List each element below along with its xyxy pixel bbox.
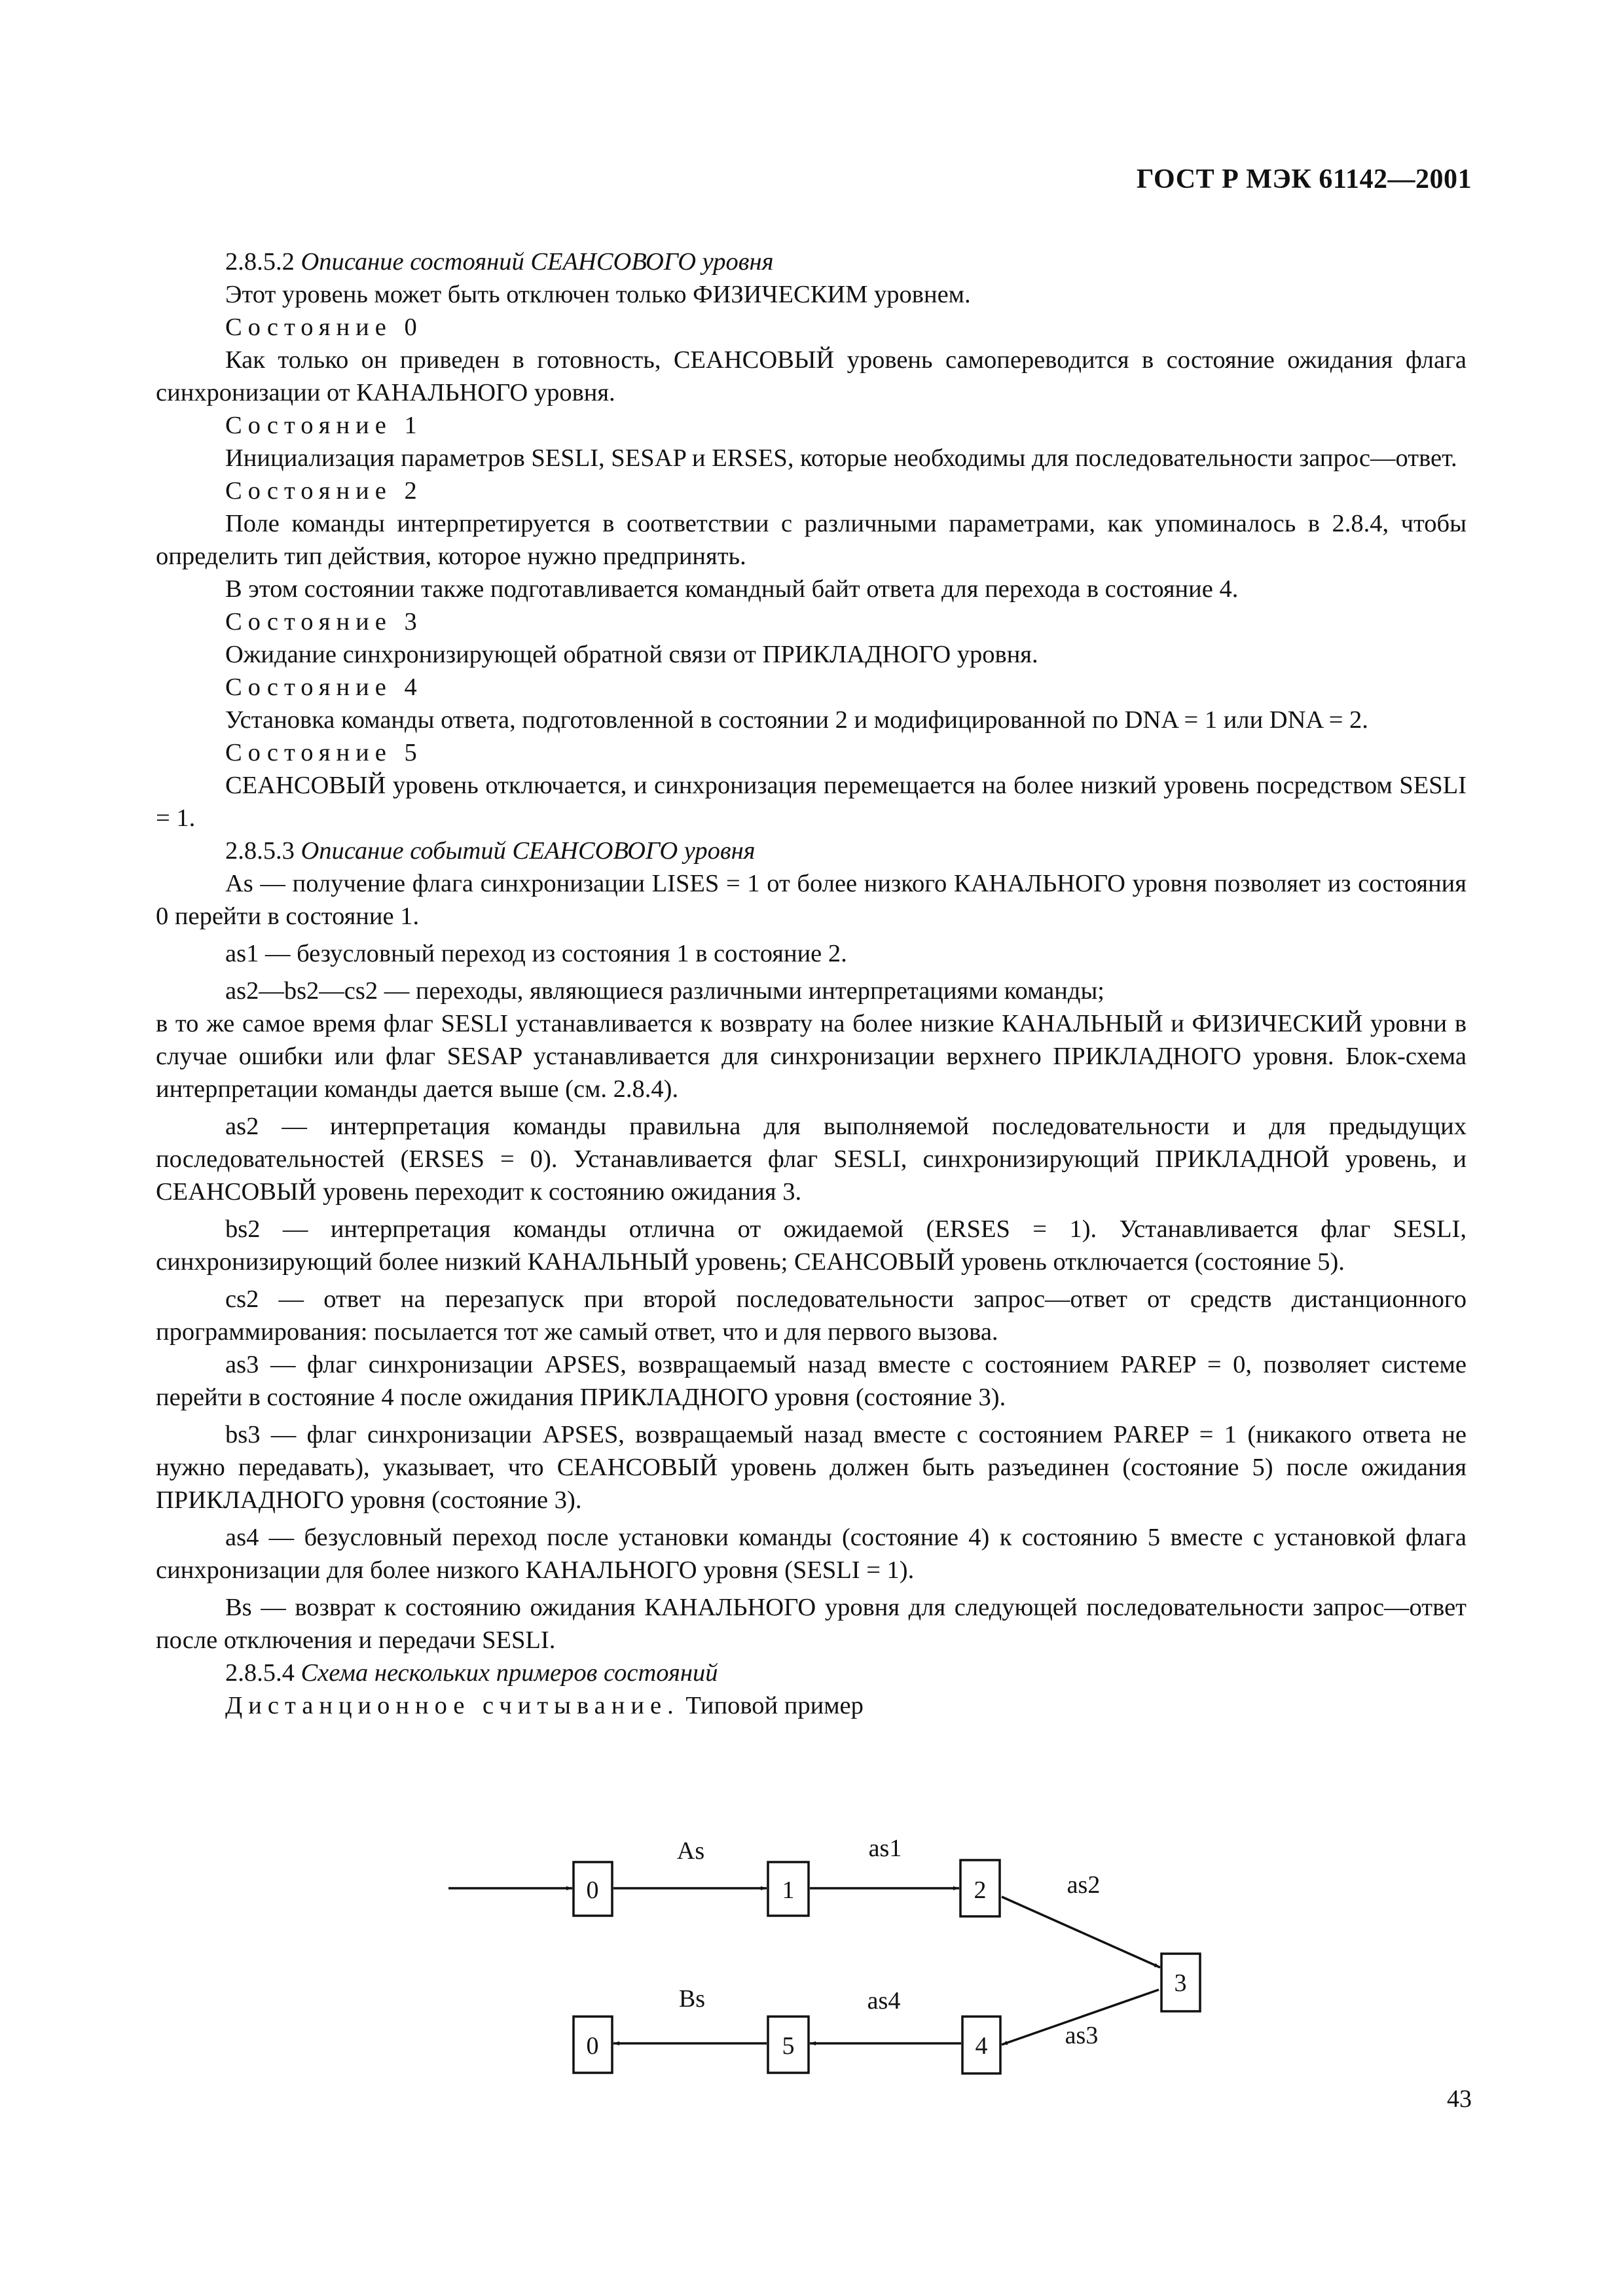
caption-rest: Типовой пример: [685, 1692, 864, 1719]
section-title: Описание событий СЕАНСОВОГО уровня: [301, 837, 756, 865]
state-label-4: Состояние 4: [225, 673, 423, 701]
state-text-1: Инициализация параметров SESLI, SESAP и ERSES, которые необходимы для последовательности запрос—ответ.: [225, 444, 1457, 472]
state-text-2b: В этом состоянии также подготавливается командный байт ответа для перехода в состояние 4.: [225, 575, 1239, 603]
section-heading-2854: [156, 1657, 1467, 1689]
diagram-caption: [156, 1689, 1467, 1722]
event-cs2: cs2 — ответ на перезапуск при второй последовательности запрос—ответ от средств дистанционного программирования: посылается тот же самый ответ, что и для первого вызова.: [156, 1285, 1467, 1346]
edge-label-As: As: [676, 1837, 705, 1865]
event-bs2: bs2 — интерпретация команды отлична от ожидаемой (ERSES = 1). Устанавливается флаг SESLI, синхронизирующий более низкий КАНАЛЬНЫЙ уровень; СЕАНСОВЫЙ уровень отключается (состояние 5).: [156, 1215, 1467, 1276]
state-label-2: Состояние 2: [225, 477, 423, 505]
document-code: ГОСТ Р МЭК 61142—2001: [1136, 164, 1472, 194]
event-as1: as1 — безусловный переход из состояния 1 в состояние 2.: [225, 940, 847, 967]
state-diagram-svg: [0, 1813, 1623, 2101]
event-continuation: в то же самое время флаг SESLI устанавливается к возврату на более низкие КАНАЛЬНЫЙ и ФИЗИЧЕСКИЙ уровни в случае ошибки или флаг SESAP устанавливается для синхронизации верхнего ПРИКЛАДНОГО уровня. Блок-схема интерпретации команды дается выше (см. 2.8.4).: [156, 1010, 1467, 1103]
edge-label-as1: as1: [868, 1835, 902, 1862]
event-as3: as3 — флаг синхронизации APSES, возвращаемый назад вместе с состоянием PAREP = 0, позволяет системе перейти в состояние 4 после ожидания ПРИКЛАДНОГО уровня (состояние 3).: [156, 1351, 1467, 1411]
edge-label-as4: as4: [867, 1987, 901, 2015]
state-text-3: Ожидание синхронизирующей обратной связи от ПРИКЛАДНОГО уровня.: [225, 641, 1038, 668]
body-text: [156, 245, 1467, 1722]
state-label-5: Состояние 5: [225, 739, 423, 766]
caption-spaced: Дистанционное считывание.: [225, 1692, 680, 1719]
node-label-5: 5: [782, 2032, 795, 2060]
state-label-3: Состояние 3: [225, 608, 423, 636]
state-label-1: Состояние 1: [225, 412, 423, 439]
state-text-0: Как только он приведен в готовность, СЕАНСОВЫЙ уровень самопереводится в состояние ожидания флага синхронизации от КАНАЛЬНОГО уровня.: [156, 346, 1467, 406]
state-text-5: СЕАНСОВЫЙ уровень отключается, и синхронизация перемещается на более низкий уровень посредством SESLI = 1.: [156, 772, 1467, 832]
state-text-2: Поле команды интерпретируется в соответствии с различными параметрами, как упоминалось в 2.8.4, чтобы определить тип действия, которое нужно предпринять.: [156, 510, 1467, 570]
event-as2: as2 — интерпретация команды правильна для выполняемой последовательности и для предыдущих последовательностей (ERSES = 0). Устанавливается флаг SESLI, синхронизирующий ПРИКЛАДНОЙ уровень, и СЕАНСОВЫЙ уровень переходит к состоянию ожидания 3.: [156, 1113, 1467, 1206]
page-number: 43: [1447, 2085, 1472, 2113]
node-label-4: 4: [975, 2032, 988, 2060]
state-label-0: Состояние 0: [225, 314, 423, 341]
event-bs3: bs3 — флаг синхронизации APSES, возвращаемый назад вместе с состоянием PAREP = 1 (никакого ответа не нужно передавать), указывает, что СЕАНСОВЫЙ уровень должен быть разъединен (состояние 5) после ожидания ПРИКЛАДНОГО уровня (состояние 3).: [156, 1421, 1467, 1514]
edge-label-as2: as2: [1067, 1871, 1101, 1899]
event-as: As — получение флага синхронизации LISES = 1 от более низкого КАНАЛЬНОГО уровня позволяет из состояния 0 перейти в состояние 1.: [156, 870, 1467, 930]
section-title: Описание состояний СЕАНСОВОГО уровня: [301, 248, 774, 276]
node-label-3: 3: [1174, 1969, 1187, 1997]
edge-label-as3: as3: [1065, 2022, 1099, 2049]
node-label-1: 1: [782, 1876, 795, 1904]
node-label-2: 2: [974, 1876, 987, 1904]
section-heading-2853: [156, 834, 1467, 867]
state-text-4: Установка команды ответа, подготовленной в состоянии 2 и модифицированной по DNA = 1 или DNA = 2.: [225, 706, 1368, 734]
event-as2-bs2-cs2: as2—bs2—cs2 — переходы, являющиеся различными интерпретациями команды;: [225, 977, 1105, 1005]
section-number: 2.8.5.3: [225, 837, 295, 865]
state-diagram: [0, 1813, 1623, 2101]
event-Bs: Bs — возврат к состоянию ожидания КАНАЛЬНОГО уровня для следующей последовательности запрос—ответ после отключения и передачи SESLI.: [156, 1594, 1467, 1654]
section-number: 2.8.5.2: [225, 248, 295, 276]
event-as4: as4 — безусловный переход после установки команды (состояние 4) к состоянию 5 вместе с установкой флага синхронизации для более низкого КАНАЛЬНОГО уровня (SESLI = 1).: [156, 1524, 1467, 1584]
edge-as2: [1002, 1897, 1160, 1967]
section-heading-2852: [156, 245, 1467, 278]
node-label-0-return: 0: [586, 2032, 599, 2060]
section-title: Схема нескольких примеров состояний: [301, 1659, 718, 1687]
paragraph: Этот уровень может быть отключен только ФИЗИЧЕСКИМ уровнем.: [225, 281, 971, 308]
section-number: 2.8.5.4: [225, 1659, 295, 1687]
edge-label-Bs: Bs: [678, 1985, 706, 2013]
node-label-0: 0: [586, 1876, 599, 1904]
